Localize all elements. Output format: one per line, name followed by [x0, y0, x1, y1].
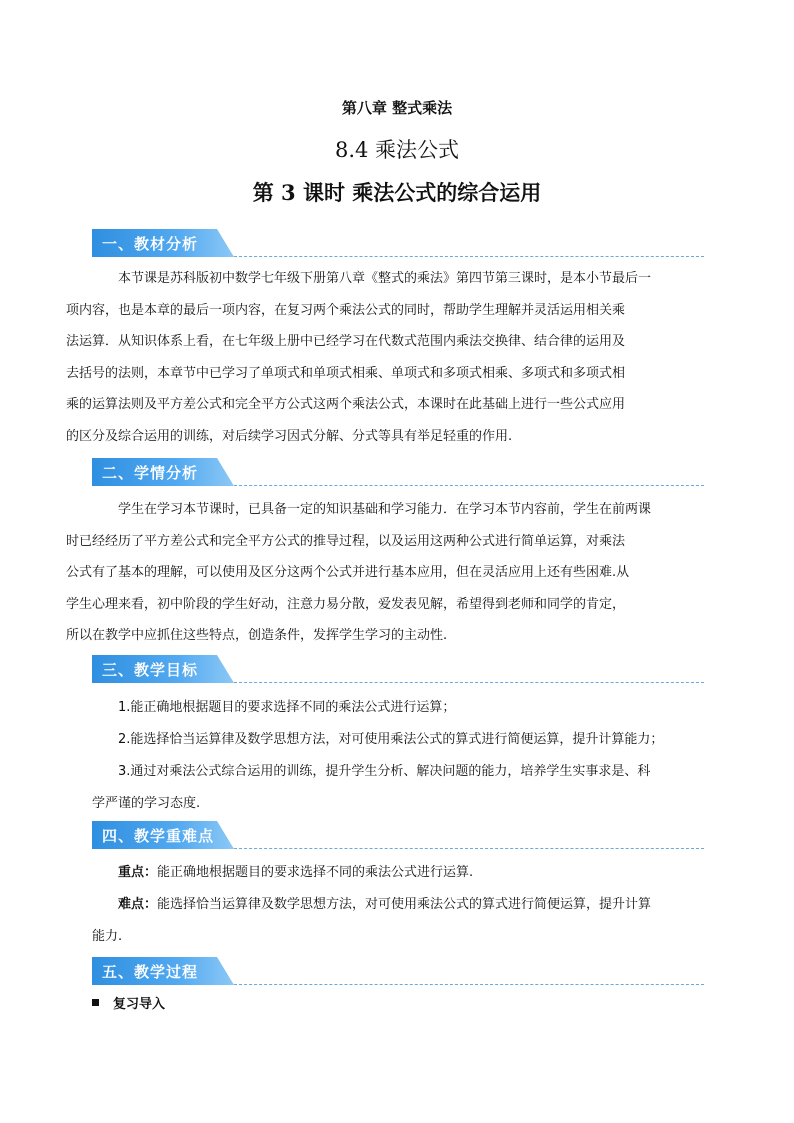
section-header-label: 三、教学目标 [102, 661, 199, 679]
paragraph-line: 去括号的法则，本章节中已学习了单项式和单项式相乘、单项式和多项式相乘、多项式和多项式相 [66, 365, 626, 381]
section-header-divider [234, 485, 704, 486]
paragraph-line: 学生心理来看，初中阶段的学生好动，注意力易分散，爱发表见解，希望得到老师和同学的肯定， [66, 596, 626, 612]
paragraph-line: 的区分及综合运用的训练，对后续学习因式分解、分式等具有举足轻重的作用. [66, 428, 513, 444]
paragraph-line: 公式有了基本的理解，可以使用及区分这两个公式并进行基本应用，但在灵活应用上还有些困难.从 [66, 565, 630, 580]
textbook-analysis-paragraph [66, 263, 704, 452]
process-step-label: 复习导入 [113, 997, 166, 1012]
section-header-label: 一、教材分析 [102, 235, 199, 253]
key-point-text: 能正确地根据题目的要求选择不同的乘法公式进行运算. [157, 865, 474, 880]
section-header-label: 四、教学重难点 [102, 827, 215, 845]
paragraph-line: 本节课是苏科版初中数学七年级下册第八章《整式的乘法》第四节第三课时，是本小节最后一 [118, 271, 652, 286]
chapter-title: 第八章 整式乘法 [341, 99, 453, 117]
section-header-textbook-analysis [92, 229, 704, 259]
paragraph-line: 时已经经历了平方差公式和完全平方公式的推导过程，以及运用这两种公式进行简单运算，对乘法 [66, 533, 626, 549]
goal-item-1: 1.能正确地根据题目的要求选择不同的乘法公式进行运算； [118, 700, 456, 715]
section-header-divider [234, 682, 704, 683]
paragraph-line: 法运算．从知识体系上看，在七年级上册中已经学习在代数式范围内乘法交换律、结合律的运用及 [66, 334, 626, 349]
key-point-label: 重点： [118, 865, 158, 880]
section-title: 8.4 乘法公式 [334, 138, 460, 162]
difficulty-text: 能选择恰当运算律及数学思想方法，对可使用乘法公式的算式进行简便运算，提升计算 [157, 897, 652, 912]
process-step-review [92, 993, 165, 1012]
goal-item-3-line: 学严谨的学习态度. [92, 795, 201, 811]
square-bullet-icon [92, 999, 99, 1006]
section-header-student-analysis [92, 458, 704, 488]
section-header-teaching-process [92, 957, 704, 987]
section-header-divider [234, 848, 704, 849]
section-header-key-points [92, 821, 704, 851]
section-header-label: 五、教学过程 [102, 963, 199, 981]
goal-item-2: 2.能选择恰当运算律及数学思想方法，对可使用乘法公式的算式进行简便运算，提升计算能力； [118, 732, 664, 747]
paragraph-line: 所以在教学中应抓住这些特点，创造条件，发挥学生学习的主动性. [66, 628, 448, 643]
goal-item-3-line: 3.通过对乘法公式综合运用的训练，提升学生分析、解决问题的能力，培养学生实事求是、科 [118, 764, 651, 779]
section-header-teaching-goals [92, 655, 704, 685]
paragraph-line: 项内容，也是本章的最后一项内容，在复习两个乘法公式的同时，帮助学生理解并灵活运用相关乘 [66, 302, 626, 318]
student-analysis-paragraph [66, 494, 704, 652]
section-header-divider [234, 256, 704, 257]
difficulty-row [92, 889, 704, 952]
difficulty-label: 难点： [118, 897, 158, 912]
section-header-label: 二、学情分析 [102, 464, 199, 482]
goal-item-3 [92, 756, 704, 819]
difficulty-text-line2: 能力. [92, 928, 123, 944]
key-point-row [92, 857, 704, 889]
section-header-divider [234, 984, 704, 985]
paragraph-line: 学生在学习本节课时，已具备一定的知识基础和学习能力．在学习本节内容前，学生在前两课 [118, 502, 652, 517]
lesson-title: 第 3 课时 乘法公式的综合运用 [252, 180, 542, 205]
paragraph-line: 乘的运算法则及平方差公式和完全平方公式这两个乘法公式，本课时在此基础上进行一些公式应用 [66, 397, 626, 412]
